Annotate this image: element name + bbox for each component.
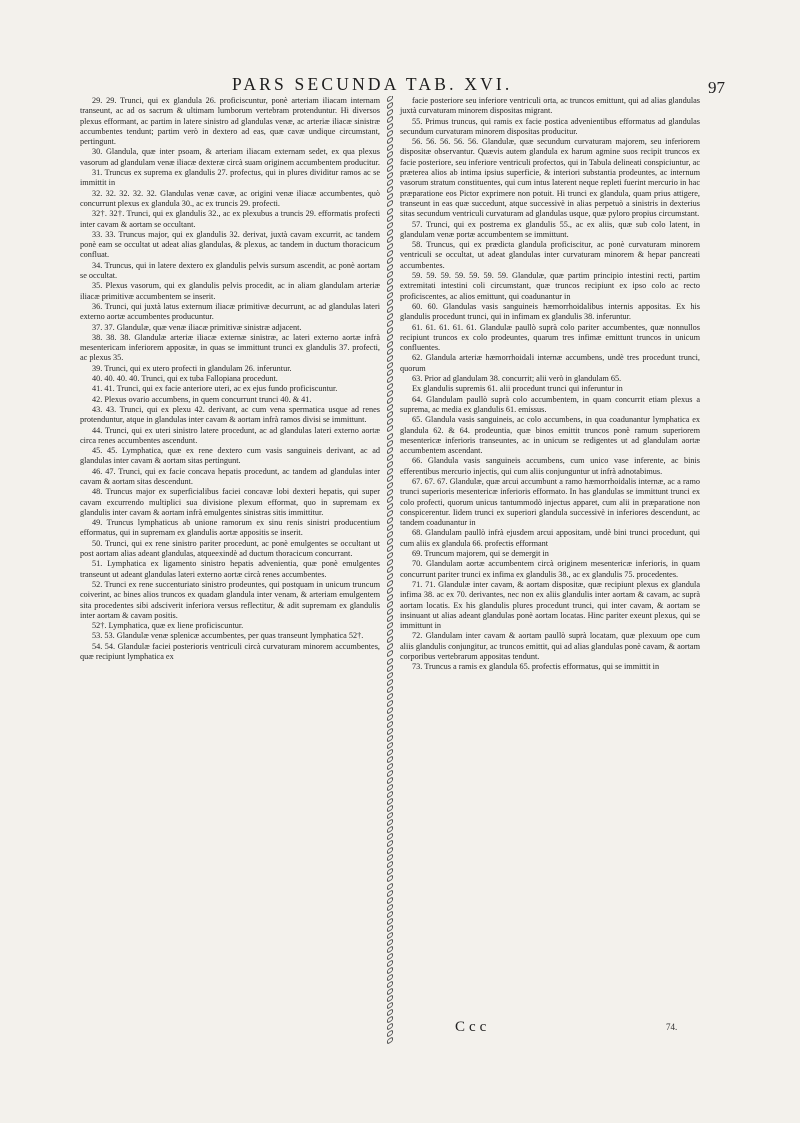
paragraph: 33. 33. Truncus major, qui ex glandulis 32. derivat, juxtà cavam excurrit, ac tandem ponè eam se occultat ut adeat alias glandulas, & plexus, ac tandem in ductum thoracicum confluat. (80, 229, 380, 260)
paragraph: 42. Plexus ovario accumbens, in quem concurrunt trunci 40. & 41. (92, 394, 312, 404)
paragraph: 69. Truncum majorem, qui se demergit in (412, 549, 549, 559)
paragraph: 52. Trunci ex rene succenturiato sinistro prodeuntes, qui postquam in unicum truncum coiverint, ac bines alios truncos ex quadam glandula inter venam, & arteriam emulgentem sita procedentes sibi adsciverit inferiora versus reflectitur, & adit supremam ex glandulis inter aortam & cavam positis. (80, 579, 380, 620)
paragraph: 34. Truncus, qui in latere dextero ex glandulis pelvis sursum ascendit, ac ponè aortam se occultat. (80, 260, 380, 281)
paragraph: 58. Truncus, qui ex prædicta glandula proficiscitur, ac ponè curvaturam minorem ventriculi se occultat, ut adeat glandulas inter curvaturam minorem & hepar pancreati accumbentes. (400, 240, 700, 270)
paragraph: 63. Prior ad glandulam 38. concurrit; alii verò in glandulam 65. (412, 374, 622, 384)
paragraph: 46. 47. Trunci, qui ex facie concava hepatis procedunt, ac tandem ad glandulas inter cavam & aortam sitas descendunt. (80, 466, 380, 486)
paragraph: 54. 54. Glandulæ faciei posterioris ventriculi circà curvaturam minorem accumbentes, quæ recipiunt lymphatica ex (80, 641, 380, 662)
paragraph: 37. 37. Glandulæ, quæ venæ iliacæ primitivæ sinistræ adjacent. (92, 322, 302, 332)
paragraph: 73. Truncus a ramis ex glandula 65. profectis efformatus, qui se immittit in (412, 662, 660, 672)
paragraph: 70. Glandulam aortæ accumbentem circà originem mesentericæ inferioris, in quam concurrunt pariter trunci ex infima ex glandulis 38., ac ex glandulis 75. procedentes. (400, 559, 700, 579)
paragraph: 49. Truncus lymphaticus ab unione ramorum ex sinu renis sinistri producentium efformatus, qui in supremam ex glandulis aortæ appositis se inserit. (80, 518, 380, 538)
paragraph: 43. 43. Trunci, qui ex plexu 42. derivant, ac cum vena spermatica usque ad renes protenduntur, atque in glandulas inter cavam & aortam infrà ramos divisi se immittunt. (80, 404, 380, 425)
paragraph: 64. Glandulam paullò suprà colo accumbentem, in quam concurrit etiam plexus a suprema, ac media ex glandulis 61. emissus. (400, 394, 700, 414)
paragraph: 60. 60. Glandulas vasis sanguineis hæmorrhoidalibus internis appositas. Ex his glandulis procedunt trunci, qui in infimam ex glandulis 38. inferuntur. (400, 301, 700, 322)
page-number: 97 (708, 78, 725, 97)
paragraph: 57. Trunci, qui ex postrema ex glandulis 55., ac ex aliis, quæ sub colo latent, in glandulam venæ portæ accumbentem se immittunt. (400, 219, 700, 239)
paragraph: 59. 59. 59. 59. 59. 59. 59. Glandulæ, quæ partim principio intestini recti, partim extremitati intestini coli circumstant, quæ truncos recipiunt ex ipso colo ac recto proficiscentes, ac alios emittunt, qui coadunantur in (400, 271, 700, 301)
paragraph: 30. Glandula, quæ inter psoam, & arteriam iliacam externam sedet, ex qua plexus vasorum ad glandulam venæ iliacæ dexteræ circà suam originem accumbentem producitur. (80, 147, 380, 167)
paragraph: 41. 41. Trunci, qui ex facie anteriore uteri, ac ex ejus fundo proficiscuntur. (92, 384, 338, 394)
paragraph: 68. Glandulam paullò infrà ejusdem arcui appositam, undè bini trunci procedunt, qui cum aliis ex glandula 66. profectis efformant (400, 528, 700, 548)
left-text-column (80, 96, 380, 662)
paragraph: 71. 71. Glandulæ inter cavam, & aortam dispositæ, quæ recipiunt plexus ex glandula infima 38. ac ex 70. derivantes, nec non ex aliis glandulis inter aortam & cavam, ac suprà aortam locatis. Ex his glandulis plures procedunt trunci, qui inter cavam, & aortam se insinuant ut alias adeant glandulas ponè aortam locatas. Hinc pariter exeunt plexus, qui se immittunt in (400, 579, 700, 631)
paragraph: 56. 56. 56. 56. 56. Glandulæ, quæ secundum curvaturam majorem, seu inferiorem dispositæ observantur. Quævis autem glandula ex harum agmine suos recipit truncos ex facie posteriore, seu inferiore ventriculi profectos, qui in Tabula delineati conspiciuntur, ac præterea alios ab intima ipsius superficie, & interiori substantia prodeuntes, ac internum vasorum stratum constituentes, qui cum intus laterent neque repleti fuerint mercurio in hac præparatione eos Pictor exprimere non potuit. Hi trunci ex glandula, quam prius attigere, transeunt in eas quæ succedunt, atque successivè in alias perpetuò a sinistris in dexterius sitas secundum ventriculi curvaturam ad glandulas usque, quæ pyloro propius circumstant. (400, 137, 700, 219)
paragraph: 36. Trunci, qui juxtà latus externum iliacæ primitivæ decurrunt, ac ad glandulas lateri externo aortæ accumbentes producuntur. (80, 301, 380, 322)
paragraph: 48. Truncus major ex superficialibus faciei concavæ lobi dexteri hepatis, qui super cavam excurrendo multiplici sua divisione plexum efformat, quo in supremam ex glandulis inter cavam & aortam infrà emulgentes sinistras sitis immittitur. (80, 487, 380, 517)
paragraph: 35. Plexus vasorum, qui ex glandulis pelvis procedit, ac in aliam glandulam arteriæ iliacæ primitivæ accumbentem se inserit. (80, 281, 380, 301)
paragraph: 55. Primus truncus, qui ramis ex facie postica advenientibus efformatus ad glandulas secundum curvaturam minorem dispositas producitur. (400, 116, 700, 136)
page-footer (0, 1019, 800, 1043)
paragraph: Ex glandulis supremis 61. alii procedunt trunci qui inferuntur in (412, 384, 623, 394)
paragraph: 72. Glandulam inter cavam & aortam paullò suprà locatam, quæ plexuum ope cum aliis glandulis conjungitur, ac truncos emittit, qui ad alias glandulas ponè cavam, & aortam corporibus vertebrarum appositas tendunt. (400, 631, 700, 662)
paragraph: 31. Truncus ex suprema ex glandulis 27. profectus, qui in plures dividitur ramos ac se immittit in (80, 168, 380, 188)
paragraph: 50. Trunci, qui ex rene sinistro pariter procedunt, ac ponè emulgentes se occultant ut post aortam alias adeant glandulas, atqueexindè ad ductum thoracicum concurrant. (80, 538, 380, 559)
paragraph: 32†. 32†. Trunci, qui ex glandulis 32., ac ex plexubus a truncis 29. efformatis profecti inter cavam & aortam se occultant. (80, 209, 380, 229)
paragraph: 45. 45. Lymphatica, quæ ex rene dextero cum vasis sanguineis derivant, ac ad glandulas inter cavam & aortam sitas pertingunt. (80, 446, 380, 466)
paragraph: 53. 53. Glandulæ venæ splenicæ accumbentes, per quas transeunt lymphatica 52†. (92, 631, 364, 641)
paragraph: 67. 67. 67. Glandulæ, quæ arcui accumbunt a ramo hæmorrhoidalis internæ, ac a ramo trunci superioris mesentericæ inferioris efformato. In has glandulas se immittunt trunci ex colo profecti, quorum unicus tantummodò injectus apparet, cum alii in præparatione non conspicerentur. Iidem trunci ex superiori glandula successivè in inferiores descendunt, ac tandem coadunantur in (400, 476, 700, 528)
paragraph: 52†. Lymphatica, quæ ex liene proficiscuntur. (92, 621, 244, 631)
paragraph: 65. Glandula vasis sanguineis, ac colo accumbens, in qua coadunantur lymphatica ex glandula 62. & 64. prodeuntia, quæ binos emittit truncos ponè ramum superiorem mesentericæ inferioris transeuntes, ac in unicum se redigentes ut ad glandulam aortæ accumbentem ascendant. (400, 415, 700, 456)
right-text-column (400, 96, 700, 673)
paragraph: 39. Trunci, qui ex utero profecti in glandulam 26. inferuntur. (92, 363, 292, 373)
ornamental-column-divider (384, 96, 396, 1046)
catchword: 74. (666, 1022, 678, 1032)
paragraph: 61. 61. 61. 61. 61. Glandulæ paullò suprà colo pariter accumbentes, quæ nonnullos recipiunt truncos ex colo prodeuntes, quarum tres infimæ emittunt truncos in unicum confluentes. (400, 322, 700, 353)
signature-mark: Ccc (455, 1019, 491, 1035)
paragraph: 66. Glandula vasis sanguineis accumbens, cum unico vase inferente, ac binis efferentibus mercurio injectis, qui cum aliis conjunguntur ut infrà adnotabimus. (400, 456, 700, 476)
page-title: PARS SECUNDA TAB. XVI. (232, 74, 513, 94)
paragraph: 40. 40. 40. 40. Trunci, qui ex tuba Fallopiana procedunt. (92, 374, 278, 384)
paragraph: facie posteriore seu inferiore ventriculi orta, ac truncos emittunt, qui ad alias glandulas juxtà curvaturam minorem dispositas migrant. (400, 96, 700, 116)
paragraph: 51. Lymphatica ex ligamento sinistro hepatis advenientia, quæ ponè emulgentes transeunt ut adeant glandulas lateri externo aortæ circà renes accumbentes. (80, 559, 380, 579)
paragraph: 62. Glandula arteriæ hæmorrhoidali internæ accumbens, undè tres procedunt trunci, quorum (400, 353, 700, 373)
paragraph: 32. 32. 32. 32. 32. Glandulas venæ cavæ, ac origini venæ iliacæ accumbentes, quò concurrunt plexus ex glandula 30., ac ex truncis 29. profecti. (80, 188, 380, 208)
paragraph: 44. Trunci, qui ex uteri sinistro latere procedunt, ac ad glandulas lateri externo aortæ circa renes accumbentes ascendunt. (80, 425, 380, 445)
paragraph: 38. 38. 38. Glandulæ arteriæ iliacæ externæ sinistræ, ac lateri externo aortæ infrà mesentericam inferiorem appositæ, in quas se immittunt trunci ex glandulis 37. profecti, ac plexus 35. (80, 332, 380, 363)
paragraph: 29. 29. Trunci, qui ex glandula 26. proficiscuntur, ponè arteriam iliacam internam transeunt, ac ad os sacrum & ultimam lumborum vertebram protenduntur. Hi diversos plexus efformant, ac partim in latere sinistro ad glandulas venæ, ac arteriæ iliacæ sinistræ accumbentes tendunt; partim verò in dextero ad eas, quæ cavæ undique circumstant, pertingunt. (80, 96, 380, 147)
